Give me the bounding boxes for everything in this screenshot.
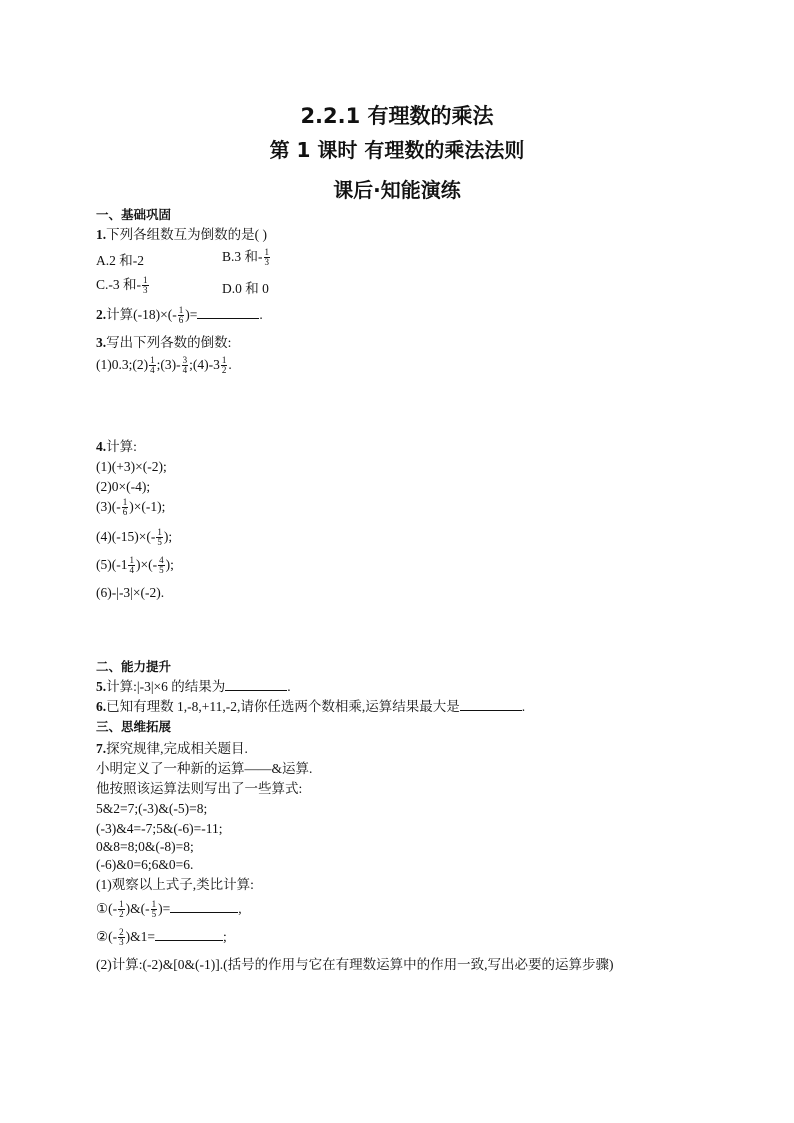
q3-number: 3.	[96, 335, 107, 350]
q4-item-6: (6)-|-3|×(-2).	[96, 585, 165, 600]
q4-item-3	[96, 498, 165, 517]
q7-sub-text: ;	[222, 929, 227, 944]
q2-text: 计算(-18)×(-	[106, 307, 177, 322]
q7-sub-1	[96, 900, 242, 919]
fraction: $\frac{1}{6}$	[178, 305, 184, 326]
q4-item-text: );	[163, 529, 173, 544]
question-2	[96, 306, 263, 325]
question-3	[96, 334, 231, 352]
q7-line-3: 5&2=7;(-3)&(-5)=8;	[96, 801, 208, 816]
question-4	[96, 438, 137, 456]
question-5	[96, 678, 291, 696]
fraction: $\frac{1}{2}$	[221, 355, 227, 376]
q1-number: 1.	[96, 227, 107, 242]
answer-blank[interactable]	[155, 928, 223, 941]
q6-number: 6.	[96, 699, 107, 714]
q3-items	[96, 356, 232, 375]
q5-text: 计算:|-3|×6 的结果为	[106, 679, 226, 694]
q4-item-text: )×(-1);	[129, 499, 166, 514]
q7-sub-text: )=	[158, 901, 171, 916]
q7-line-2: 他按照该运算法则写出了一些算式:	[96, 781, 303, 796]
q6-end: .	[521, 699, 526, 714]
fraction: $\frac{1}{4}$	[150, 355, 155, 376]
q1-option-c-label: C.-3 和-	[96, 277, 141, 292]
part3-heading: 三、思维拓展	[96, 719, 172, 734]
answer-blank[interactable]	[225, 678, 287, 691]
part1-heading: 一、基础巩固	[96, 207, 172, 222]
q3-text: 写出下列各数的倒数:	[106, 335, 232, 350]
q2-equals: )=	[185, 307, 198, 322]
fraction: $\frac{1}{6}$	[122, 497, 128, 518]
q4-item-text: )×(-	[135, 557, 158, 572]
q2-end: .	[259, 307, 263, 322]
question-1	[96, 226, 267, 244]
q7-line-8: (2)计算:(-2)&[0&(-1)].(括号的作用与它在有理数运算中的作用一致,写出必要的运算步骤)	[96, 957, 614, 972]
fraction: $\frac{1}{5}$	[151, 899, 157, 920]
q7-sub-text: ①(-	[96, 901, 118, 916]
answer-blank[interactable]	[460, 698, 522, 711]
q7-sub-2	[96, 928, 227, 947]
q1-option-b	[222, 248, 271, 267]
part2-heading: 二、能力提升	[96, 659, 172, 674]
q4-item-2: (2)0×(-4);	[96, 479, 151, 494]
q4-item-text: (3)(-	[96, 499, 121, 514]
q2-number: 2.	[96, 307, 107, 322]
q3-item-text: ;(4)-3	[189, 357, 220, 372]
q4-item-5	[96, 556, 174, 575]
q4-item-text: (5)(-1	[96, 557, 128, 572]
q4-number: 4.	[96, 439, 107, 454]
q1-text: 下列各组数互为倒数的是( )	[106, 227, 267, 242]
q5-end: .	[287, 679, 291, 694]
question-7	[96, 740, 248, 758]
q7-line-1: 小明定义了一种新的运算——&运算.	[96, 761, 313, 776]
q1-option-d: D.0 和 0	[222, 281, 269, 296]
q7-line-5: 0&8=8;0&(-8)=8;	[96, 839, 194, 854]
q7-line-7: (1)观察以上式子,类比计算:	[96, 877, 254, 892]
page-title: 2.2.1 有理数的乘法	[300, 104, 494, 128]
q7-number: 7.	[96, 741, 107, 756]
q1-option-c	[96, 276, 150, 295]
q7-sub-text: ②(-	[96, 929, 118, 944]
q7-sub-text: )&1=	[125, 929, 155, 944]
question-6	[96, 698, 525, 716]
q4-item-text: );	[165, 557, 174, 572]
q4-item-1: (1)(+3)×(-2);	[96, 459, 167, 474]
fraction: $\frac{1}{3}$	[143, 275, 148, 296]
q3-item-text: ;(3)-	[156, 357, 181, 372]
q4-item-4	[96, 528, 172, 547]
fraction: $\frac{4}{5}$	[159, 555, 164, 576]
q7-sub-text: ,	[238, 901, 242, 916]
q1-option-b-label: B.3 和-	[222, 249, 263, 264]
fraction: $\frac{3}{4}$	[182, 355, 188, 376]
q3-item-text: (1)0.3;(2)	[96, 357, 149, 372]
q6-text: 已知有理数 1,-8,+11,-2,请你任选两个数相乘,运算结果最大是	[106, 699, 460, 714]
q7-sub-text: )&(-	[125, 901, 150, 916]
q4-text: 计算:	[106, 439, 137, 454]
fraction: $\frac{1}{4}$	[129, 555, 134, 576]
fraction: $\frac{1}{2}$	[119, 899, 124, 920]
q4-item-text: (4)(-15)×(-	[96, 529, 156, 544]
q3-item-text: .	[228, 357, 232, 372]
fraction: $\frac{2}{3}$	[119, 927, 124, 948]
q1-option-a: A.2 和-2	[96, 253, 144, 268]
section-title: 课后·知能演练	[333, 178, 461, 202]
fraction: $\frac{1}{5}$	[157, 527, 162, 548]
q7-line-6: (-6)&0=6;6&0=6.	[96, 857, 194, 872]
answer-blank[interactable]	[170, 900, 238, 913]
q7-text: 探究规律,完成相关题目.	[106, 741, 248, 756]
lesson-title: 第 1 课时 有理数的乘法法则	[269, 138, 525, 162]
answer-blank[interactable]	[197, 306, 259, 319]
fraction: $\frac{1}{3}$	[264, 247, 269, 268]
q7-line-4: (-3)&4=-7;5&(-6)=-11;	[96, 821, 223, 836]
q5-number: 5.	[96, 679, 107, 694]
